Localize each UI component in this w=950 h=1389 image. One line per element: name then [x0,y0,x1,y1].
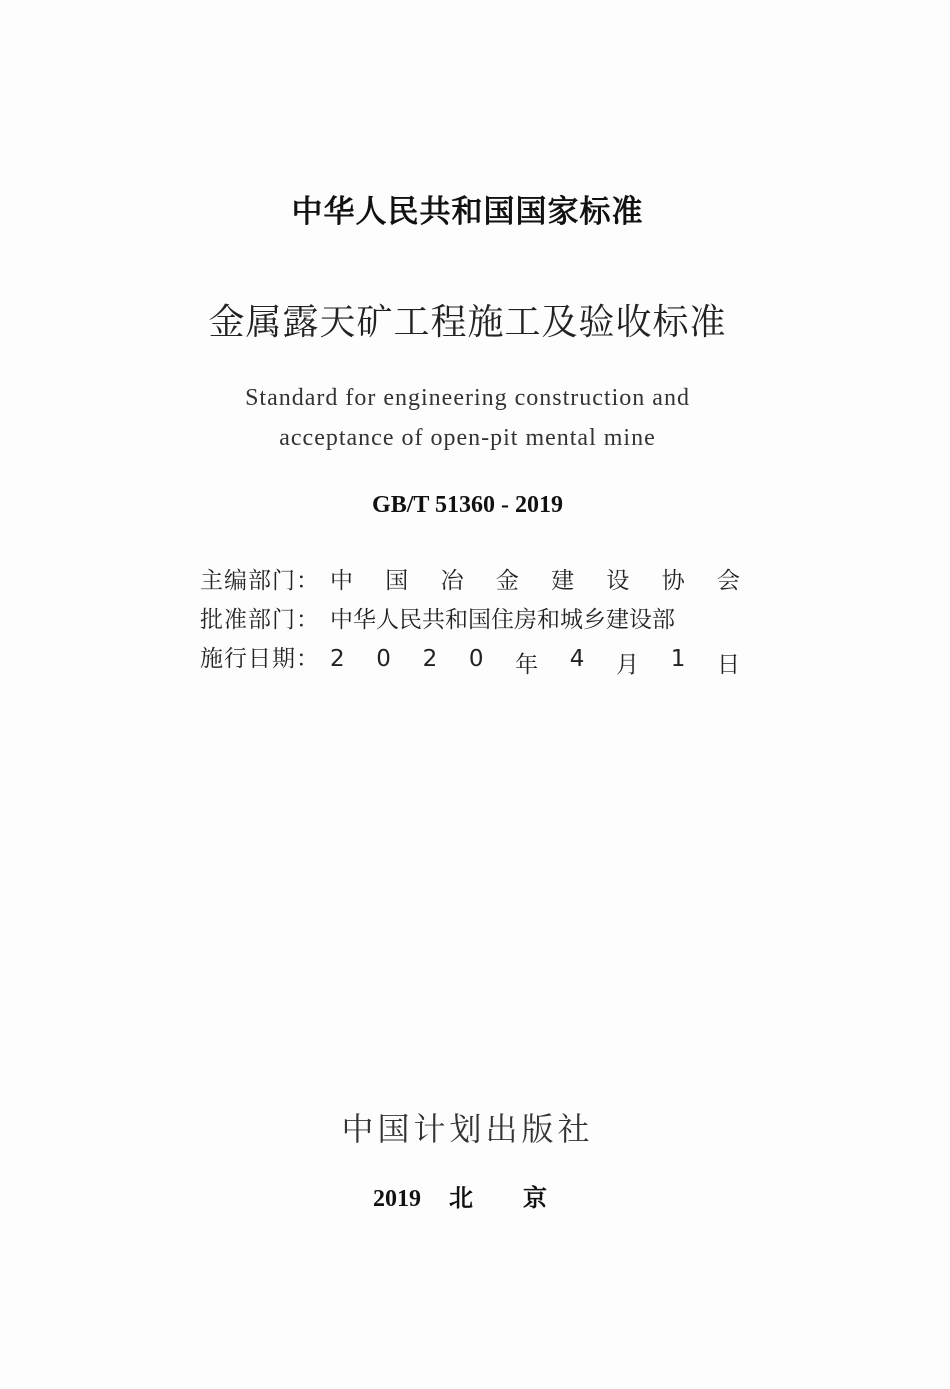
approver-value: 中华人民共和国住房和城乡建设部 [330,607,675,633]
date-char: 1 [670,646,686,672]
editor-label: 主编部门： [200,568,320,594]
standard-title-english [0,378,935,458]
publication-year: 2019 [373,1186,421,1212]
editor-char: 中 [330,568,353,594]
date-char: 月 [616,652,640,678]
editor-char: 协 [661,568,685,594]
date-char: 年 [515,652,539,678]
editor-char: 国 [385,568,409,594]
editor-char: 会 [716,568,740,594]
approver-label: 批准部门： [200,607,320,633]
publisher-name: 中国计划出版社 [341,1110,594,1148]
effective-date-value [330,646,740,679]
date-char: 2 [330,646,345,672]
editor-value [330,562,740,595]
effective-date-label: 施行日期： [200,646,320,672]
date-char: 0 [376,646,391,672]
english-title-line-2: acceptance of open-pit mental mine [279,425,656,451]
publication-city: 北京 [449,1184,597,1212]
national-standard-heading: 中华人民共和国国家标准 [291,194,644,230]
publication-year-place [373,1178,597,1213]
effective-date-row [200,640,740,679]
editor-char: 冶 [440,568,464,594]
date-char: 日 [716,652,740,678]
date-char: 4 [569,646,585,672]
date-char: 0 [468,646,484,672]
english-title-line-1: Standard for engineering construction and [245,385,690,411]
standard-code: GB/T 51360 - 2019 [372,492,563,518]
date-char: 2 [422,646,438,672]
approver-row [200,601,740,640]
editor-char: 设 [606,568,630,594]
editor-char: 建 [551,568,575,594]
editor-char: 金 [495,568,519,594]
editor-row [200,562,740,601]
standard-title-chinese: 金属露天矿工程施工及验收标准 [208,302,727,343]
publication-info-block [200,562,740,679]
